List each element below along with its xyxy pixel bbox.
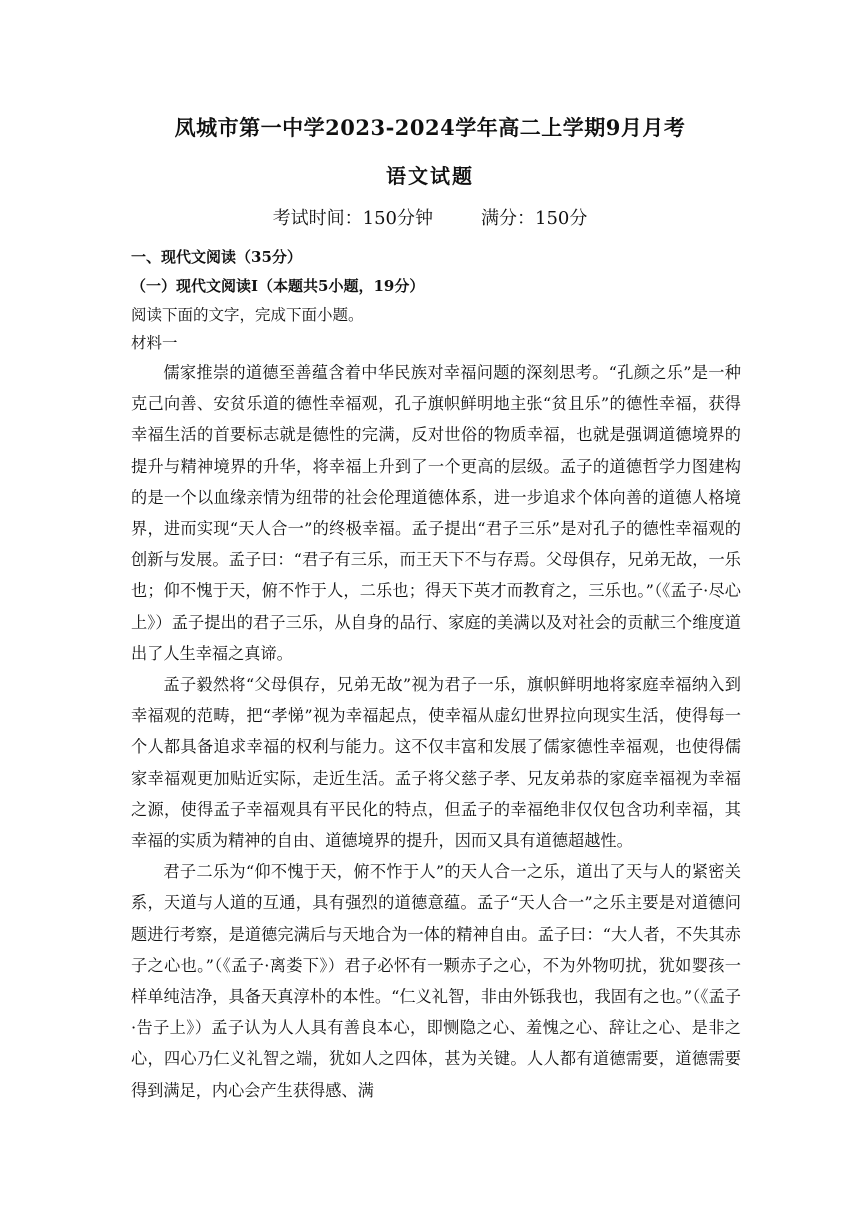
material-label: 材料一 (131, 334, 178, 352)
full-score: 满分：150分 (481, 208, 588, 229)
exam-info-line (0, 204, 860, 230)
material-body (131, 357, 741, 1106)
sub-section-heading: （一）现代文阅读Ⅰ（本题共5小题，19分） (131, 277, 425, 295)
reading-instruction: 阅读下面的文字，完成下面小题。 (131, 306, 364, 324)
exam-time: 考试时间：150分钟 (272, 208, 433, 229)
paragraph: 君子二乐为“仰不愧于天，俯不怍于人”的天人合一之乐，道出了天与人的紧密关系，天道与人道的互通，具有强烈的道德意蕴。孟子“天人合一”之乐主要是对道德问题进行考察，是道德完满后与天地合为一体的精神自由。孟子曰：“大人者，不失其赤子之心也。”（《孟子·离娄下》）君子必怀有一颗赤子之心，不为外物叨扰，犹如婴孩一样单纯洁净，具备天真淳朴的本性。“仁义礼智，非由外铄我也，我固有之也。”（《孟子·告子上》）孟子认为人人具有善良本心，即恻隐之心、羞愧之心、辞让之心、是非之心，四心乃仁义礼智之端，犹如人之四体，甚为关键。人人都有道德需要，道德需要得到满足，内心会产生获得感、满 (131, 862, 741, 1100)
section-heading: 一、现代文阅读（35分） (131, 248, 302, 266)
paragraph: 儒家推崇的道德至善蕴含着中华民族对幸福问题的深刻思考。“孔颜之乐”是一种克己向善、安贫乐道的德性幸福观，孔子旗帜鲜明地主张“贫且乐”的德性幸福，获得幸福生活的首要标志就是德性的完满，反对世俗的物质幸福，也就是强调道德境界的提升与精神境界的升华，将幸福上升到了一个更高的层级。孟子的道德哲学力图建构的是一个以血缘亲情为纽带的社会伦理道德体系，进一步追求个体向善的道德人格境界，进而实现“天人合一”的终极幸福。孟子提出“君子三乐”是对孔子的德性幸福观的创新与发展。孟子曰：“君子有三乐，而王天下不与存焉。父母俱存，兄弟无故，一乐也；仰不愧于天，俯不怍于人，二乐也；得天下英才而教育之，三乐也。”（《孟子·尽心上》）孟子提出的君子三乐，从自身的品行、家庭的美满以及对社会的贡献三个维度道出了人生幸福之真谛。 (131, 363, 741, 663)
exam-subtitle: 语文试题 (386, 164, 474, 188)
exam-title: 凤城市第一中学2023-2024学年高二上学期9月月考 (174, 115, 686, 140)
paragraph: 孟子毅然将“父母俱存，兄弟无故”视为君子一乐，旗帜鲜明地将家庭幸福纳入到幸福观的范畴，把“孝悌”视为幸福起点，使幸福从虚幻世界拉向现实生活，使得每一个人都具备追求幸福的权利与能力。这不仅丰富和发展了儒家德性幸福观，也使得儒家幸福观更加贴近实际，走近生活。孟子将父慈子孝、兄友弟恭的家庭幸福视为幸福之源，使得孟子幸福观具有平民化的特点，但孟子的幸福绝非仅仅包含功利幸福，其幸福的实质为精神的自由、道德境界的提升，因而又具有道德超越性。 (131, 675, 741, 851)
